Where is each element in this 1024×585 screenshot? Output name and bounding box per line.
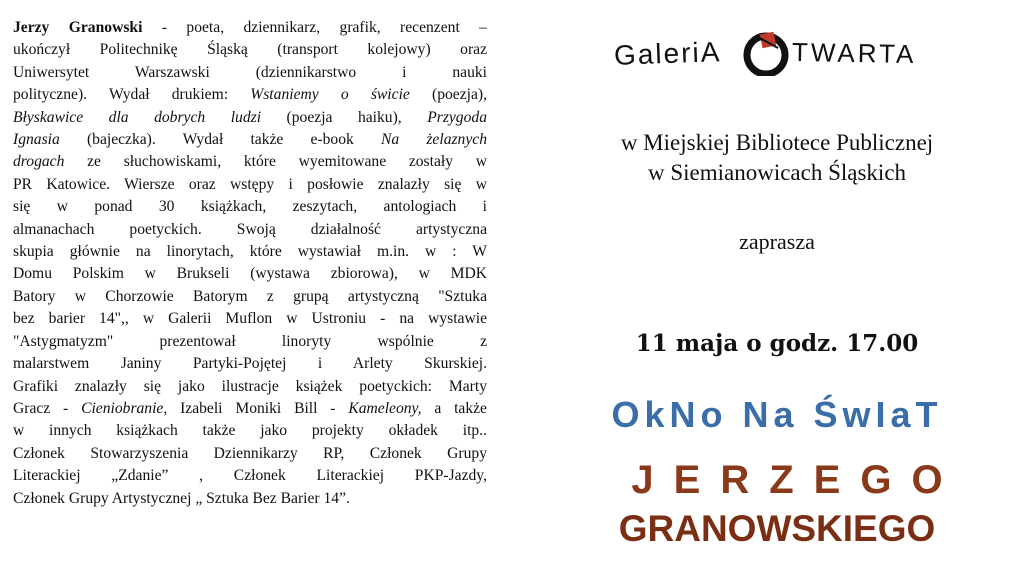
invite-text: zaprasza <box>739 229 815 254</box>
bio-line: Uniwersytet Warszawski (dziennikarstwo i nauki <box>13 63 487 81</box>
bio-line: PR Katowice. Wiersze oraz wstępy i posłowie znalazły się w <box>13 175 487 193</box>
logo-o-emblem-icon <box>742 28 790 76</box>
bio-line: bez barier 14",, w Galerii Muflon w Ustroniu - na wystawie <box>13 310 487 328</box>
event-title-line1: OkNo Na ŚwIaT <box>611 394 943 435</box>
bio-line: Gracz - Cieniobranie, Izabeli Moniki Bill - Kameleony, a także <box>13 399 487 417</box>
bio-line: Członek Grupy Artystycznej „ Sztuka Bez Barier 14”. <box>13 489 350 507</box>
author-name: Jerzy Granowski <box>13 19 143 36</box>
bio-line: Członek Stowarzyszenia Dziennikarzy RP, Członek Grupy <box>13 444 487 462</box>
bio-line: Domu Polskim w Brukseli (wystawa zbiorowa), w MDK <box>13 265 487 283</box>
bio-line: skupia głównie na linorytach, które wystawiał m.in. w : W <box>13 243 487 261</box>
bio-line: ukończył Politechnikę Śląską (transport kolejowy) oraz <box>13 41 487 59</box>
bio-line: w innych książkach także jako projekty okładek itp.. <box>13 422 487 440</box>
bio-line: Grafiki znalazły się jako ilustracje książek poetyckich: Marty <box>13 377 487 395</box>
event-date: 11 maja o godz. 17.00 <box>635 330 919 357</box>
biography-text <box>13 17 487 510</box>
bio-line: Ignasia (bajeczka). Wydał także e-book Na żelaznych <box>13 131 487 149</box>
bio-line: malarstwem Janiny Partyki-Pojętej i Arlety Skurskiej. <box>13 355 487 373</box>
bio-line: "Astygmatyzm" prezentował linoryty wspólnie z <box>13 332 487 350</box>
logo-text-right: TWARTA <box>791 36 917 70</box>
bio-line: się w ponad 30 książkach, zeszytach, antologiach i <box>13 198 487 216</box>
logo-text-left: GaleriA <box>613 36 722 71</box>
venue-text <box>530 128 1024 188</box>
bio-line: Batory w Chorzowie Batorym z grupą artystyczną "Sztuka <box>13 287 487 305</box>
event-title-line3: GRANOWSKIEGO <box>618 508 936 549</box>
bio-line: drogach ze słuchowiskami, które wyemitowane zostały w <box>13 153 487 171</box>
bio-line: almanachach poetyckich. Swoją działalność artystyczna <box>13 220 487 238</box>
event-title-line2: JERZEGO <box>631 458 963 502</box>
venue-line: w Siemianowicach Śląskich <box>647 160 907 185</box>
bio-line: Błyskawice dla dobrych ludzi (poezja haiku), Przygoda <box>13 108 487 126</box>
bio-line: Jerzy Granowski - poeta, dziennikarz, grafik, recenzent – <box>13 19 487 36</box>
gallery-logo <box>614 24 924 86</box>
venue-line: w Miejskiej Bibliotece Publicznej <box>620 130 934 155</box>
bio-line: Literackiej „Zdanie” , Członek Literackiej PKP-Jazdy, <box>13 467 487 485</box>
bio-line: polityczne). Wydał drukiem: Wstaniemy o świcie (poezja), <box>13 86 487 104</box>
